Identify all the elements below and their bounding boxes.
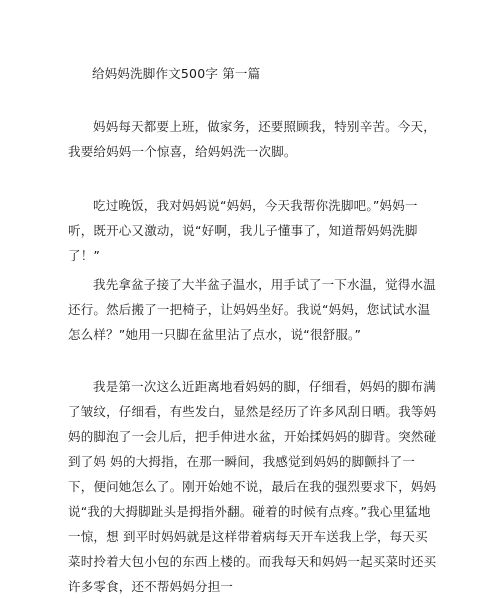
paragraph-2: 吃过晚饭，我对妈妈说“妈妈，今天我帮你洗脚吧。”妈妈一听，既开心又激动，说“好啊，我儿子懂事了，知道帮妈妈洗脚了！” bbox=[68, 198, 418, 263]
paragraph-1: 妈妈每天都要上班，做家务，还要照顾我，特别辛苦。今天，我要给妈妈一个惊喜，给妈妈洗一次脚。 bbox=[68, 119, 436, 159]
paragraph-4: 我是第一次这么近距离地看妈妈的脚，仔细看，妈妈的脚布满了皱纹，仔细看，有些发白，显然是经历了许多风刮日晒。我等妈妈的脚泡了一会儿后，把手伸进水盆，开始揉妈妈的脚背。突然碰到了妈 妈的大拇指，在那一瞬间，我感觉到妈妈的脚颤抖了一下，便问她怎么了。刚开始她不说，最后在我的强烈要求下，妈妈说“我的大拇脚趾头是拇指外翻。碰着的时候有点疼。”我心里猛地一惊，想 到平时妈妈就是这样带着病每天开车送我上学，每天买菜时拎着大包小包的东西上楼的。而我每天和妈妈一起买菜时还买许多零食，还不帮妈妈分担一 bbox=[68, 379, 437, 594]
essay-title: 给妈妈洗脚作文500字 第一篇 bbox=[92, 66, 261, 81]
paragraph-3: 我先拿盆子接了大半盆子温水，用手试了一下水温，觉得水温还行。然后搬了一把椅子，让妈妈坐好。我说“妈妈，您试试水温怎么样？”她用一只脚在盆里沾了点水，说“很舒服。” bbox=[68, 277, 436, 342]
